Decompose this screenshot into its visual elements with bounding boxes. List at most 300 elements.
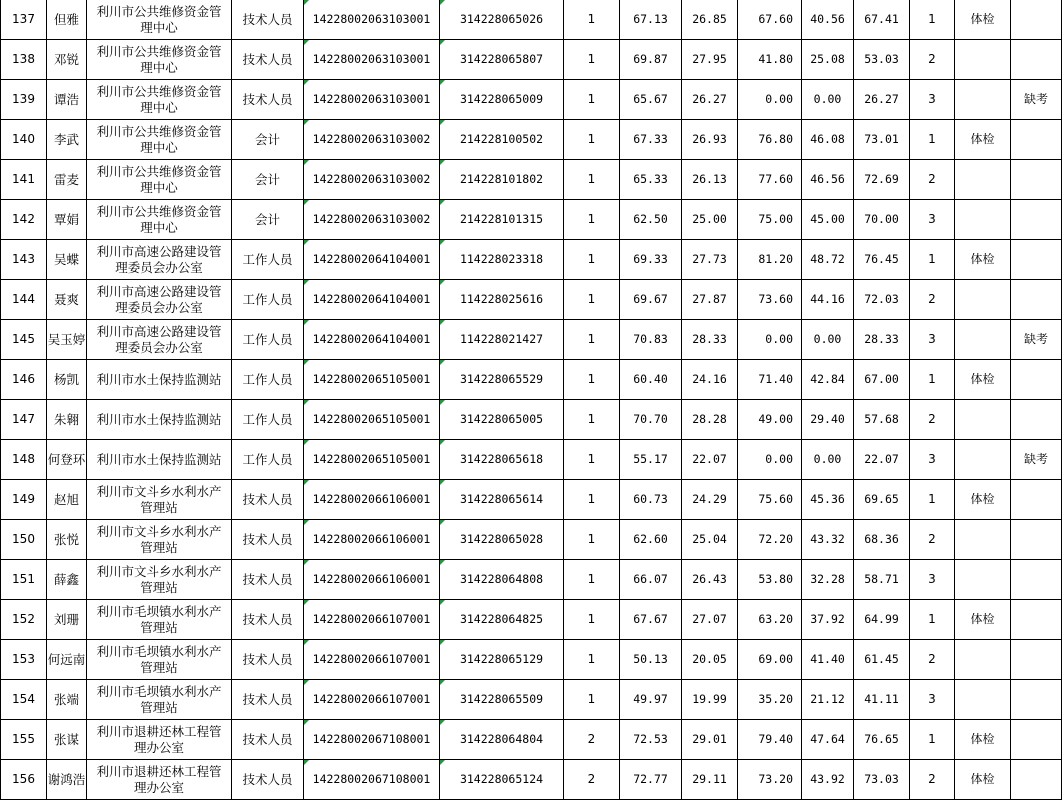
cell-unit: 利川市公共维修资金管理中心 [87, 80, 232, 120]
cell-quota: 1 [564, 520, 620, 560]
cell-total-score: 53.03 [854, 40, 910, 80]
cell-written-score: 65.67 [620, 80, 682, 120]
cell-unit: 利川市高速公路建设管理委员会办公室 [87, 240, 232, 280]
cell-interview-weighted: 42.84 [802, 360, 854, 400]
cell-exam-no: 314228065509 [440, 680, 564, 720]
cell-interview-weighted: 0.00 [802, 320, 854, 360]
cell-written-score: 67.67 [620, 600, 682, 640]
cell-exam-no: 214228100502 [440, 120, 564, 160]
cell-note [1011, 520, 1062, 560]
cell-name: 吴蝶 [47, 240, 87, 280]
cell-total-score: 67.41 [854, 0, 910, 40]
cell-unit: 利川市文斗乡水利水产管理站 [87, 480, 232, 520]
cell-interview-score: 79.40 [738, 720, 802, 760]
cell-status [955, 680, 1011, 720]
cell-interview-weighted: 48.72 [802, 240, 854, 280]
cell-quota: 1 [564, 680, 620, 720]
cell-interview-score: 75.60 [738, 480, 802, 520]
cell-exam-no: 314228065614 [440, 480, 564, 520]
cell-job-code: 14228002065105001 [304, 400, 440, 440]
cell-interview-score: 41.80 [738, 40, 802, 80]
cell-status [955, 280, 1011, 320]
cell-unit: 利川市毛坝镇水利水产管理站 [87, 640, 232, 680]
cell-note [1011, 240, 1062, 280]
cell-interview-weighted: 25.08 [802, 40, 854, 80]
cell-written-weighted: 29.11 [682, 760, 738, 800]
table-row [1, 720, 1062, 760]
cell-written-score: 60.73 [620, 480, 682, 520]
table-row [1, 240, 1062, 280]
cell-written-weighted: 26.93 [682, 120, 738, 160]
cell-quota: 1 [564, 640, 620, 680]
cell-written-weighted: 24.16 [682, 360, 738, 400]
cell-note [1011, 40, 1062, 80]
cell-position: 技术人员 [232, 40, 304, 80]
cell-status [955, 160, 1011, 200]
cell-job-code: 14228002066106001 [304, 520, 440, 560]
cell-seq-no: 141 [1, 160, 47, 200]
table-row [1, 760, 1062, 800]
cell-unit: 利川市退耕还林工程管理办公室 [87, 720, 232, 760]
cell-exam-no: 114228021427 [440, 320, 564, 360]
cell-quota: 1 [564, 240, 620, 280]
cell-name: 李武 [47, 120, 87, 160]
cell-quota: 1 [564, 40, 620, 80]
cell-job-code: 14228002066107001 [304, 680, 440, 720]
cell-interview-weighted: 46.08 [802, 120, 854, 160]
cell-written-score: 72.53 [620, 720, 682, 760]
cell-unit: 利川市文斗乡水利水产管理站 [87, 560, 232, 600]
cell-interview-score: 0.00 [738, 320, 802, 360]
cell-status: 体检 [955, 360, 1011, 400]
cell-interview-score: 0.00 [738, 80, 802, 120]
cell-unit: 利川市公共维修资金管理中心 [87, 40, 232, 80]
cell-seq-no: 140 [1, 120, 47, 160]
cell-position: 技术人员 [232, 520, 304, 560]
cell-job-code: 14228002063103002 [304, 160, 440, 200]
cell-written-score: 62.50 [620, 200, 682, 240]
cell-exam-no: 114228025616 [440, 280, 564, 320]
cell-rank: 2 [910, 520, 955, 560]
cell-position: 会计 [232, 160, 304, 200]
cell-written-weighted: 24.29 [682, 480, 738, 520]
cell-interview-weighted: 45.00 [802, 200, 854, 240]
cell-unit: 利川市水土保持监测站 [87, 400, 232, 440]
cell-total-score: 28.33 [854, 320, 910, 360]
cell-status [955, 200, 1011, 240]
cell-exam-no: 314228065005 [440, 400, 564, 440]
cell-seq-no: 148 [1, 440, 47, 480]
cell-rank: 1 [910, 480, 955, 520]
cell-total-score: 69.65 [854, 480, 910, 520]
cell-job-code: 14228002064104001 [304, 280, 440, 320]
cell-note [1011, 360, 1062, 400]
cell-name: 雷麦 [47, 160, 87, 200]
cell-interview-score: 73.60 [738, 280, 802, 320]
cell-job-code: 14228002066107001 [304, 640, 440, 680]
cell-exam-no: 214228101315 [440, 200, 564, 240]
cell-quota: 1 [564, 120, 620, 160]
cell-total-score: 73.03 [854, 760, 910, 800]
cell-name: 薛鑫 [47, 560, 87, 600]
cell-name: 张悦 [47, 520, 87, 560]
cell-written-score: 65.33 [620, 160, 682, 200]
cell-written-score: 70.70 [620, 400, 682, 440]
cell-total-score: 58.71 [854, 560, 910, 600]
cell-name: 吴玉婷 [47, 320, 87, 360]
cell-name: 邓锐 [47, 40, 87, 80]
table-row [1, 320, 1062, 360]
table-row [1, 600, 1062, 640]
cell-unit: 利川市公共维修资金管理中心 [87, 0, 232, 40]
cell-name: 覃娟 [47, 200, 87, 240]
cell-total-score: 41.11 [854, 680, 910, 720]
cell-written-weighted: 25.04 [682, 520, 738, 560]
cell-written-weighted: 27.73 [682, 240, 738, 280]
cell-job-code: 14228002063103001 [304, 80, 440, 120]
cell-note [1011, 160, 1062, 200]
cell-quota: 1 [564, 80, 620, 120]
cell-status [955, 400, 1011, 440]
cell-status [955, 80, 1011, 120]
cell-exam-no: 314228065129 [440, 640, 564, 680]
cell-total-score: 64.99 [854, 600, 910, 640]
cell-total-score: 26.27 [854, 80, 910, 120]
cell-written-weighted: 26.85 [682, 0, 738, 40]
cell-exam-no: 314228065618 [440, 440, 564, 480]
cell-interview-weighted: 21.12 [802, 680, 854, 720]
cell-job-code: 14228002067108001 [304, 760, 440, 800]
cell-interview-score: 72.20 [738, 520, 802, 560]
cell-rank: 2 [910, 160, 955, 200]
cell-written-weighted: 22.07 [682, 440, 738, 480]
cell-written-score: 62.60 [620, 520, 682, 560]
cell-rank: 2 [910, 400, 955, 440]
cell-interview-weighted: 44.16 [802, 280, 854, 320]
cell-interview-score: 53.80 [738, 560, 802, 600]
cell-written-weighted: 19.99 [682, 680, 738, 720]
cell-total-score: 67.00 [854, 360, 910, 400]
cell-seq-no: 146 [1, 360, 47, 400]
cell-seq-no: 155 [1, 720, 47, 760]
cell-written-weighted: 27.95 [682, 40, 738, 80]
cell-written-weighted: 28.33 [682, 320, 738, 360]
cell-exam-no: 314228064808 [440, 560, 564, 600]
cell-written-score: 72.77 [620, 760, 682, 800]
cell-name: 杨凯 [47, 360, 87, 400]
cell-rank: 1 [910, 120, 955, 160]
cell-job-code: 14228002064104001 [304, 320, 440, 360]
cell-note [1011, 680, 1062, 720]
cell-position: 技术人员 [232, 640, 304, 680]
cell-quota: 1 [564, 480, 620, 520]
cell-written-weighted: 28.28 [682, 400, 738, 440]
cell-unit: 利川市公共维修资金管理中心 [87, 120, 232, 160]
cell-interview-score: 49.00 [738, 400, 802, 440]
cell-quota: 2 [564, 720, 620, 760]
cell-interview-weighted: 32.28 [802, 560, 854, 600]
cell-exam-no: 314228065009 [440, 80, 564, 120]
cell-job-code: 14228002066106001 [304, 480, 440, 520]
table-row [1, 120, 1062, 160]
cell-job-code: 14228002064104001 [304, 240, 440, 280]
cell-unit: 利川市公共维修资金管理中心 [87, 160, 232, 200]
cell-quota: 1 [564, 600, 620, 640]
cell-written-weighted: 27.07 [682, 600, 738, 640]
cell-note [1011, 0, 1062, 40]
cell-job-code: 14228002063103002 [304, 120, 440, 160]
cell-status: 体检 [955, 240, 1011, 280]
cell-unit: 利川市公共维修资金管理中心 [87, 200, 232, 240]
cell-rank: 2 [910, 40, 955, 80]
cell-unit: 利川市高速公路建设管理委员会办公室 [87, 280, 232, 320]
cell-note: 缺考 [1011, 440, 1062, 480]
cell-written-score: 50.13 [620, 640, 682, 680]
cell-total-score: 61.45 [854, 640, 910, 680]
cell-note [1011, 280, 1062, 320]
cell-rank: 3 [910, 680, 955, 720]
cell-exam-no: 314228065026 [440, 0, 564, 40]
cell-rank: 2 [910, 760, 955, 800]
cell-interview-weighted: 37.92 [802, 600, 854, 640]
cell-job-code: 14228002066107001 [304, 600, 440, 640]
cell-note: 缺考 [1011, 320, 1062, 360]
cell-interview-score: 69.00 [738, 640, 802, 680]
table-row [1, 0, 1062, 40]
cell-exam-no: 314228065028 [440, 520, 564, 560]
cell-position: 技术人员 [232, 560, 304, 600]
cell-exam-no: 314228065124 [440, 760, 564, 800]
cell-unit: 利川市水土保持监测站 [87, 360, 232, 400]
cell-written-weighted: 26.13 [682, 160, 738, 200]
cell-unit: 利川市文斗乡水利水产管理站 [87, 520, 232, 560]
cell-quota: 1 [564, 280, 620, 320]
cell-written-score: 60.40 [620, 360, 682, 400]
cell-job-code: 14228002063103001 [304, 40, 440, 80]
cell-job-code: 14228002066106001 [304, 560, 440, 600]
cell-position: 技术人员 [232, 600, 304, 640]
cell-status [955, 560, 1011, 600]
cell-written-score: 69.67 [620, 280, 682, 320]
cell-seq-no: 151 [1, 560, 47, 600]
cell-name: 何登环 [47, 440, 87, 480]
cell-seq-no: 154 [1, 680, 47, 720]
cell-exam-no: 314228065807 [440, 40, 564, 80]
cell-interview-score: 77.60 [738, 160, 802, 200]
cell-total-score: 68.36 [854, 520, 910, 560]
table-row [1, 400, 1062, 440]
cell-note [1011, 200, 1062, 240]
cell-total-score: 73.01 [854, 120, 910, 160]
cell-interview-score: 0.00 [738, 440, 802, 480]
cell-total-score: 70.00 [854, 200, 910, 240]
cell-interview-weighted: 43.92 [802, 760, 854, 800]
cell-written-weighted: 25.00 [682, 200, 738, 240]
cell-name: 聂爽 [47, 280, 87, 320]
cell-written-score: 69.33 [620, 240, 682, 280]
cell-total-score: 72.03 [854, 280, 910, 320]
cell-name: 谢鸿浩 [47, 760, 87, 800]
cell-note: 缺考 [1011, 80, 1062, 120]
cell-written-score: 67.13 [620, 0, 682, 40]
cell-name: 何远南 [47, 640, 87, 680]
cell-note [1011, 760, 1062, 800]
cell-quota: 1 [564, 320, 620, 360]
cell-position: 工作人员 [232, 360, 304, 400]
results-table-body [1, 0, 1062, 800]
cell-quota: 1 [564, 0, 620, 40]
cell-status [955, 320, 1011, 360]
cell-seq-no: 139 [1, 80, 47, 120]
cell-status: 体检 [955, 0, 1011, 40]
table-row [1, 520, 1062, 560]
cell-interview-score: 67.60 [738, 0, 802, 40]
cell-name: 朱翱 [47, 400, 87, 440]
table-row [1, 480, 1062, 520]
cell-interview-weighted: 0.00 [802, 440, 854, 480]
cell-name: 但雅 [47, 0, 87, 40]
cell-status: 体检 [955, 760, 1011, 800]
cell-written-weighted: 26.27 [682, 80, 738, 120]
table-row [1, 200, 1062, 240]
cell-seq-no: 156 [1, 760, 47, 800]
cell-rank: 3 [910, 440, 955, 480]
cell-written-score: 69.87 [620, 40, 682, 80]
cell-exam-no: 314228064825 [440, 600, 564, 640]
cell-exam-no: 314228064804 [440, 720, 564, 760]
cell-written-score: 66.07 [620, 560, 682, 600]
cell-interview-score: 35.20 [738, 680, 802, 720]
cell-interview-weighted: 29.40 [802, 400, 854, 440]
cell-written-weighted: 20.05 [682, 640, 738, 680]
cell-rank: 1 [910, 720, 955, 760]
cell-exam-no: 214228101802 [440, 160, 564, 200]
cell-interview-weighted: 40.56 [802, 0, 854, 40]
cell-interview-score: 81.20 [738, 240, 802, 280]
cell-name: 张谋 [47, 720, 87, 760]
cell-job-code: 14228002065105001 [304, 360, 440, 400]
cell-quota: 1 [564, 560, 620, 600]
table-row [1, 160, 1062, 200]
cell-name: 谭浩 [47, 80, 87, 120]
cell-note [1011, 640, 1062, 680]
cell-interview-score: 75.00 [738, 200, 802, 240]
cell-position: 会计 [232, 200, 304, 240]
cell-job-code: 14228002067108001 [304, 720, 440, 760]
cell-position: 工作人员 [232, 280, 304, 320]
cell-quota: 1 [564, 200, 620, 240]
cell-total-score: 72.69 [854, 160, 910, 200]
cell-note [1011, 400, 1062, 440]
cell-position: 技术人员 [232, 0, 304, 40]
cell-position: 技术人员 [232, 80, 304, 120]
cell-status [955, 40, 1011, 80]
cell-status: 体检 [955, 600, 1011, 640]
cell-seq-no: 142 [1, 200, 47, 240]
cell-rank: 1 [910, 600, 955, 640]
table-row [1, 40, 1062, 80]
cell-position: 工作人员 [232, 240, 304, 280]
cell-rank: 3 [910, 200, 955, 240]
cell-rank: 1 [910, 0, 955, 40]
cell-position: 技术人员 [232, 720, 304, 760]
cell-quota: 1 [564, 400, 620, 440]
cell-unit: 利川市毛坝镇水利水产管理站 [87, 600, 232, 640]
cell-interview-weighted: 41.40 [802, 640, 854, 680]
table-row [1, 360, 1062, 400]
cell-quota: 1 [564, 440, 620, 480]
table-row [1, 640, 1062, 680]
cell-exam-no: 314228065529 [440, 360, 564, 400]
cell-note [1011, 480, 1062, 520]
cell-seq-no: 138 [1, 40, 47, 80]
cell-status [955, 640, 1011, 680]
cell-interview-score: 71.40 [738, 360, 802, 400]
cell-seq-no: 137 [1, 0, 47, 40]
cell-unit: 利川市毛坝镇水利水产管理站 [87, 680, 232, 720]
cell-interview-weighted: 0.00 [802, 80, 854, 120]
cell-written-score: 67.33 [620, 120, 682, 160]
cell-rank: 3 [910, 560, 955, 600]
cell-position: 工作人员 [232, 440, 304, 480]
cell-position: 技术人员 [232, 760, 304, 800]
cell-job-code: 14228002063103002 [304, 200, 440, 240]
cell-note [1011, 560, 1062, 600]
cell-rank: 2 [910, 280, 955, 320]
cell-rank: 1 [910, 360, 955, 400]
cell-name: 刘珊 [47, 600, 87, 640]
table-row [1, 680, 1062, 720]
cell-unit: 利川市退耕还林工程管理办公室 [87, 760, 232, 800]
cell-job-code: 14228002065105001 [304, 440, 440, 480]
cell-total-score: 76.45 [854, 240, 910, 280]
cell-seq-no: 143 [1, 240, 47, 280]
cell-written-score: 55.17 [620, 440, 682, 480]
table-row [1, 440, 1062, 480]
cell-interview-score: 73.20 [738, 760, 802, 800]
cell-rank: 3 [910, 80, 955, 120]
cell-position: 会计 [232, 120, 304, 160]
cell-interview-weighted: 45.36 [802, 480, 854, 520]
cell-seq-no: 149 [1, 480, 47, 520]
cell-total-score: 57.68 [854, 400, 910, 440]
cell-rank: 2 [910, 640, 955, 680]
cell-seq-no: 144 [1, 280, 47, 320]
cell-interview-weighted: 43.32 [802, 520, 854, 560]
cell-status: 体检 [955, 480, 1011, 520]
cell-name: 张端 [47, 680, 87, 720]
cell-total-score: 76.65 [854, 720, 910, 760]
cell-total-score: 22.07 [854, 440, 910, 480]
cell-status [955, 440, 1011, 480]
cell-written-score: 70.83 [620, 320, 682, 360]
cell-status: 体检 [955, 120, 1011, 160]
cell-rank: 1 [910, 240, 955, 280]
cell-position: 技术人员 [232, 680, 304, 720]
cell-position: 技术人员 [232, 480, 304, 520]
cell-seq-no: 150 [1, 520, 47, 560]
cell-unit: 利川市水土保持监测站 [87, 440, 232, 480]
cell-quota: 2 [564, 760, 620, 800]
cell-seq-no: 145 [1, 320, 47, 360]
cell-unit: 利川市高速公路建设管理委员会办公室 [87, 320, 232, 360]
cell-interview-score: 63.20 [738, 600, 802, 640]
table-row [1, 80, 1062, 120]
cell-seq-no: 147 [1, 400, 47, 440]
cell-position: 工作人员 [232, 400, 304, 440]
cell-exam-no: 114228023318 [440, 240, 564, 280]
cell-position: 工作人员 [232, 320, 304, 360]
